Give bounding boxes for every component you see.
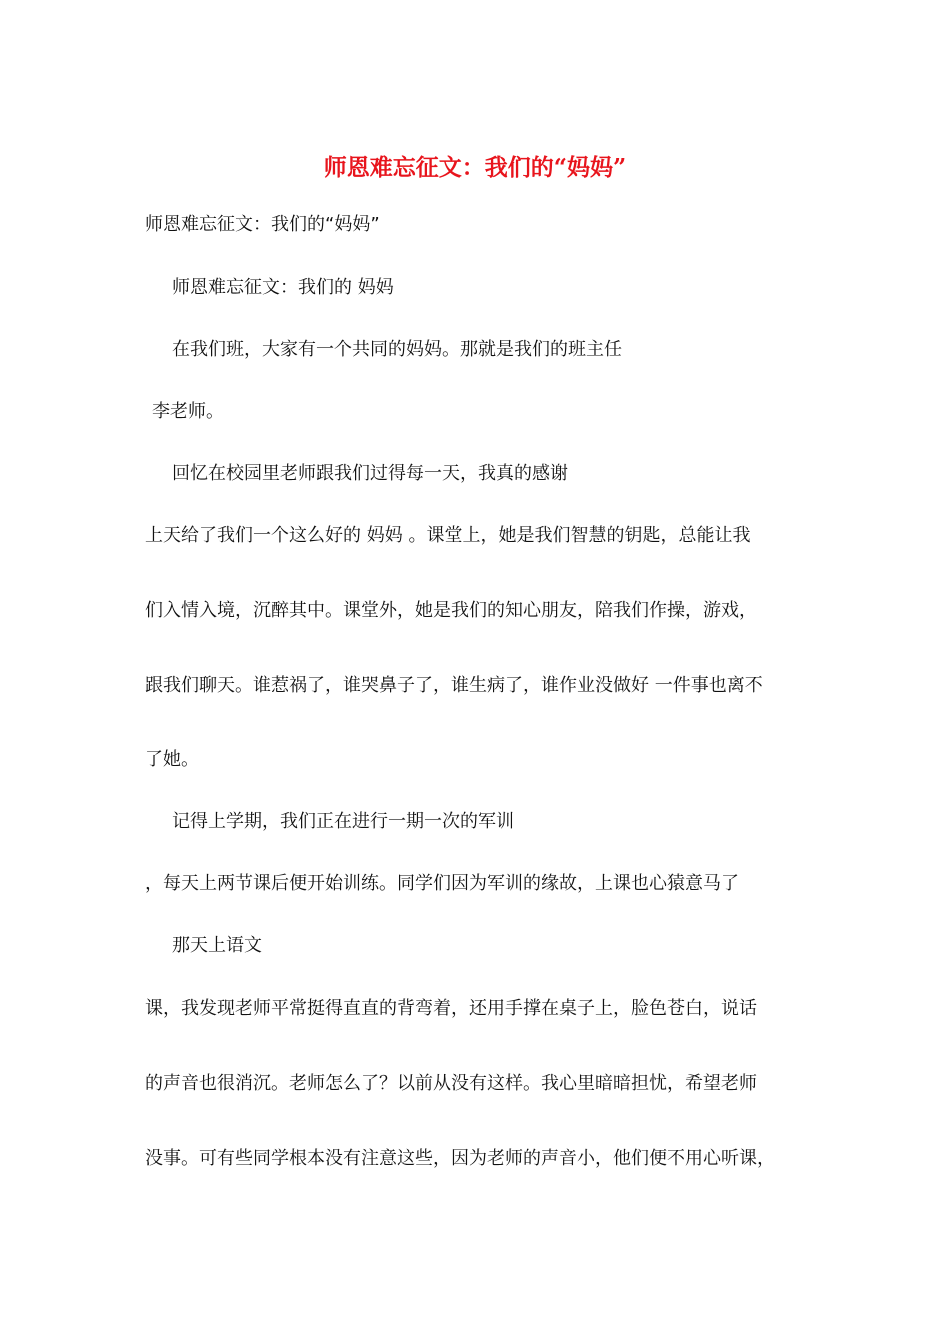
document-title: 师恩难忘征文：我们的“妈妈” — [323, 154, 627, 181]
paragraph-line: 们入情入境，沉醉其中。课堂外，她是我们的知心朋友，陪我们作操，游戏， — [145, 600, 757, 621]
paragraph-line: 记得上学期，我们正在进行一期一次的军训 — [172, 811, 514, 832]
paragraph-line: 没事。可有些同学根本没有注意这些，因为老师的声音小，他们便不用心听课， — [145, 1148, 775, 1169]
paragraph-line: 的声音也很消沉。老师怎么了？以前从没有这样。我心里暗暗担忧，希望老师 — [145, 1073, 757, 1094]
paragraph-line: 跟我们聊天。谁惹祸了，谁哭鼻子了，谁生病了，谁作业没做好 一件事也离不 — [145, 675, 763, 696]
paragraph-line: 课，我发现老师平常挺得直直的背弯着，还用手撑在桌子上，脸色苍白，说话 — [145, 998, 757, 1019]
line-subtitle: 师恩难忘征文：我们的“妈妈” — [145, 214, 380, 235]
line-heading-repeat: 师恩难忘征文：我们的 妈妈 — [172, 277, 394, 298]
paragraph-line: 李老师。 — [152, 401, 224, 422]
paragraph-line: 了她。 — [145, 749, 199, 770]
paragraph-line: 上天给了我们一个这么好的 妈妈 。课堂上，她是我们智慧的钥匙，总能让我 — [145, 525, 751, 546]
paragraph-line: ，每天上两节课后便开始训练。同学们因为军训的缘故，上课也心猿意马了 — [145, 873, 739, 894]
paragraph-line: 在我们班，大家有一个共同的妈妈。那就是我们的班主任 — [172, 339, 622, 360]
paragraph-line: 回忆在校园里老师跟我们过得每一天，我真的感谢 — [172, 463, 568, 484]
paragraph-line: 那天上语文 — [172, 935, 262, 956]
